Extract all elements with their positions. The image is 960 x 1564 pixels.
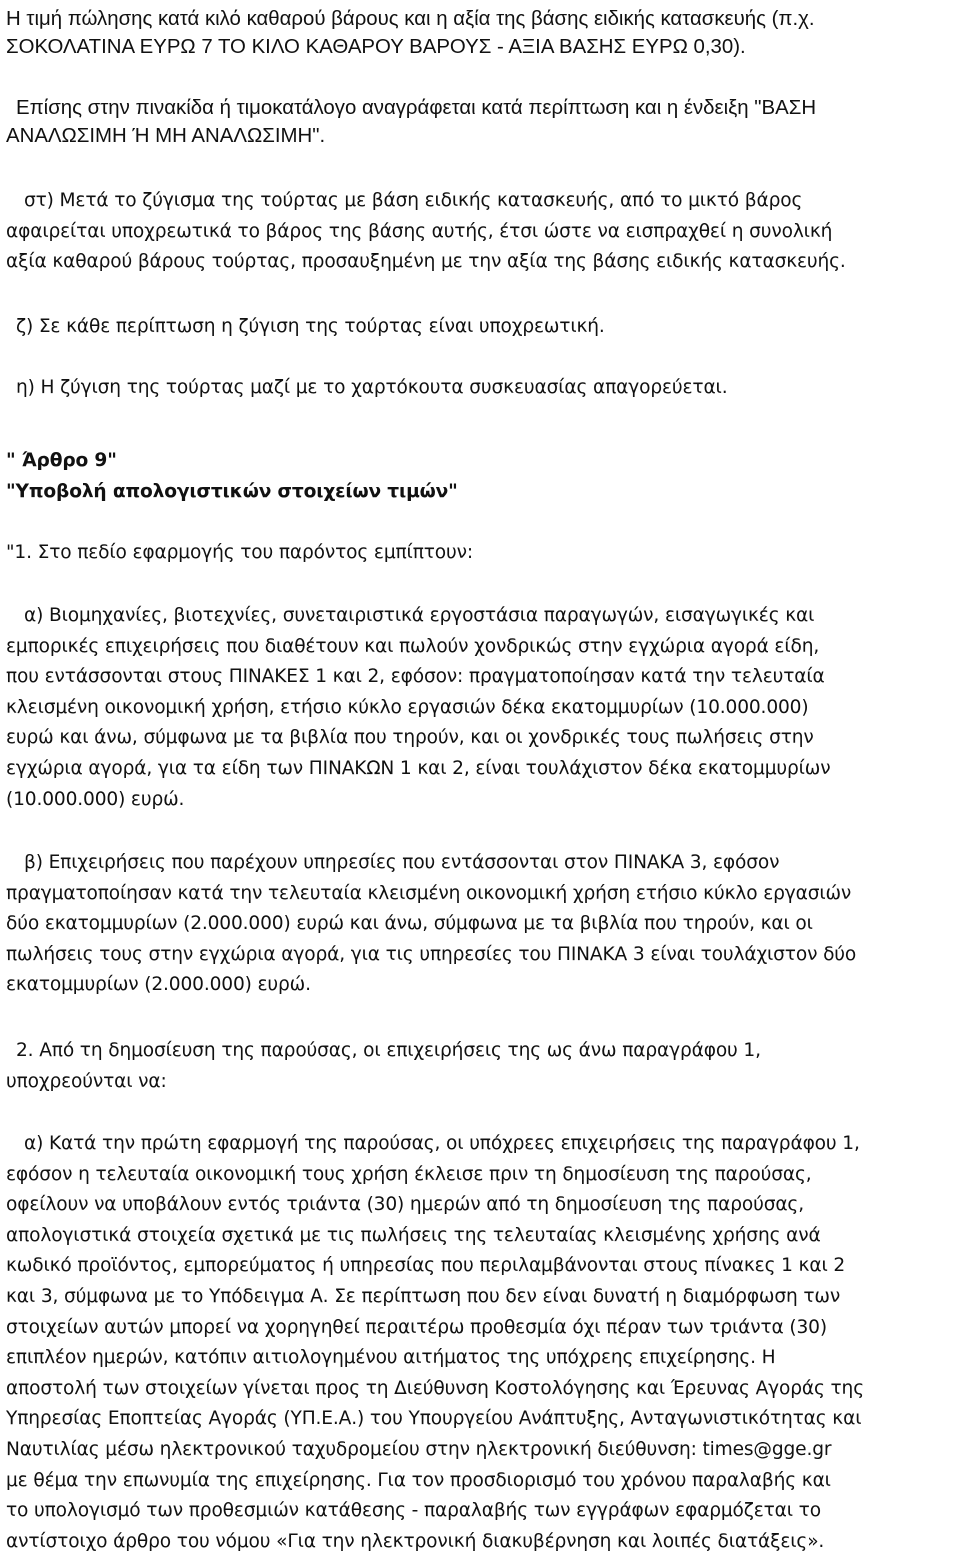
text-line: α) Βιομηχανίες, βιοτεχνίες, συνεταιριστικά εργοστάσια παραγωγών, εισαγωγικές και — [24, 605, 815, 626]
text-line: το υπολογισμό των προθεσμιών κατάθεσης - παραλαβής των εγγράφων εφαρμόζεται το — [6, 1500, 821, 1522]
text-line: 2. Από τη δημοσίευση της παρούσας, οι επιχειρήσεις της ως άνω παραγράφου 1, — [16, 1040, 761, 1061]
text-line: αποστολή των στοιχείων γίνεται προς τη Διεύθυνση Κοστολόγησης και Έρευνας Αγοράς της — [6, 1377, 864, 1399]
text-line: και 3, σύμφωνα με το Υπόδειγμα Α. Σε περίπτωση που δεν είναι δυνατή η διαμόρφωση των — [6, 1285, 841, 1307]
text-line: υποχρεούνται να: — [6, 1070, 167, 1092]
text-line: εκατομμυρίων (2.000.000) ευρώ. — [6, 974, 311, 996]
text-line: α) Κατά την πρώτη εφαρμογή της παρούσας, οι υπόχρεες επιχειρήσεις της παραγράφου 1, — [24, 1133, 860, 1154]
text-line: αντίστοιχο άρθρο του νόμου «Για την ηλεκτρονική διακυβέρνηση και λοιπές διατάξεις». — [6, 1530, 825, 1552]
text-line: εγχώρια αγορά, για τα είδη των ΠΙΝΑΚΩΝ 1 και 2, είναι τουλάχιστον δέκα εκατομμυρίων — [6, 757, 831, 779]
text-line: "1. Στο πεδίο εφαρμογής του παρόντος εμπίπτουν: — [6, 542, 473, 563]
paragraph-eta — [6, 373, 952, 404]
text-line: κωδικό προϊόντος, εμπορεύματος ή υπηρεσίας που περιλαμβάνονται στους πίνακες 1 και 2 — [6, 1255, 846, 1277]
text-line: αξία καθαρού βάρους τούρτας, προσαυξημένη με την αξία της βάσης ειδικής κατασκευής. — [6, 251, 846, 273]
text-line: β) Επιχειρήσεις που παρέχουν υπηρεσίες που εντάσσονται στον ΠΙΝΑΚΑ 3, εφόσον — [24, 852, 780, 873]
paragraph-1 — [6, 538, 952, 569]
text-line: ζ) Σε κάθε περίπτωση η ζύγιση της τούρτας είναι υποχρεωτική. — [16, 316, 605, 337]
text-line: (10.000.000) ευρώ. — [6, 788, 185, 810]
text-line: αφαιρείται υποχρεωτικά το βάρος της βάσης αυτής, έτσι ώστε να εισπραχθεί η συνολική — [6, 220, 833, 242]
text-line: Επίσης στην πινακίδα ή τιμοκατάλογο αναγράφεται κατά περίπτωση και η ένδειξη "ΒΑΣΗ — [16, 97, 817, 119]
text-line: κλεισμένη οικονομική χρήση, ετήσιο κύκλο εργασιών δέκα εκατομμυρίων (10.000.000) — [6, 696, 809, 718]
paragraph-z — [6, 312, 952, 343]
text-line: πωλήσεις τους στην εγχώρια αγορά, για τις υπηρεσίες του ΠΙΝΑΚΑ 3 είναι τουλάχιστον δύο — [6, 943, 857, 965]
text-line: Ναυτιλίας μέσω ηλεκτρονικού ταχυδρομείου στην ηλεκτρονική διεύθυνση: times@gge.gr — [6, 1438, 832, 1460]
paragraph-1b — [6, 848, 952, 1001]
text-line: στ) Μετά το ζύγισμα της τούρτας με βάση ειδικής κατασκευής, από το μικτό βάρος — [24, 190, 803, 211]
paragraph-2a — [6, 1129, 952, 1557]
paragraph-base-consumable — [6, 94, 952, 150]
text-line: η) Η ζύγιση της τούρτας μαζί με το χαρτόκουτα συσκευασίας απαγορεύεται. — [16, 377, 728, 398]
paragraph-price-label — [6, 5, 952, 61]
text-line: απολογιστικά στοιχεία σχετικά με τις πωλήσεις της τελευταίας κλεισμένης χρήσης ανά — [6, 1224, 821, 1246]
text-line: που εντάσσονται στους ΠΙΝΑΚΕΣ 1 και 2, εφόσον: πραγματοποίησαν κατά την τελευταία — [6, 666, 825, 688]
text-line: ΣΟΚΟΛΑΤΙΝΑ ΕΥΡΩ 7 ΤΟ ΚΙΛΟ ΚΑΘΑΡΟΥ ΒΑΡΟΥΣ - ΑΞΙΑ ΒΑΣΗΣ ΕΥΡΩ 0,30). — [6, 36, 746, 58]
article-title: "Υποβολή απολογιστικών στοιχείων τιμών" — [6, 480, 458, 502]
text-line: εμπορικές επιχειρήσεις που διαθέτουν και πωλούν χονδρικώς στην εγχώρια αγορά είδη, — [6, 635, 820, 657]
paragraph-2 — [6, 1036, 952, 1097]
article-number: " Άρθρο 9" — [6, 450, 117, 471]
text-line: ΑΝΑΛΩΣΙΜΗ Ή ΜΗ ΑΝΑΛΩΣΙΜΗ". — [6, 125, 326, 147]
text-line: ευρώ και άνω, σύμφωνα με τα βιβλία που τηρούν, και οι χονδρικές τους πωλήσεις στην — [6, 727, 814, 749]
text-line: δύο εκατομμυρίων (2.000.000) ευρώ και άνω, σύμφωνα με τα βιβλία που τηρούν, και οι — [6, 913, 813, 935]
text-line: πραγματοποίησαν κατά την τελευταία κλεισμένη οικονομική χρήση ετήσιο κύκλο εργασιών — [6, 882, 852, 904]
text-line: εφόσον η τελευταία οικονομική τους χρήση έκλεισε πριν τη δημοσίευση της παρούσας, — [6, 1163, 812, 1185]
text-line: στοιχείων αυτών μπορεί να χορηγηθεί περαιτέρω προθεσμία όχι πέραν των τριάντα (30) — [6, 1316, 827, 1338]
text-line: Η τιμή πώλησης κατά κιλό καθαρού βάρους και η αξία της βάσης ειδικής κατασκευής (π.χ. — [6, 8, 815, 30]
text-line: Υπηρεσίας Εποπτείας Αγοράς (ΥΠ.Ε.Α.) του Υπουργείου Ανάπτυξης, Ανταγωνιστικότητας και — [6, 1408, 862, 1430]
text-line: επιπλέον ημερών, κατόπιν αιτιολογημένου αιτήματος της υπόχρεης επιχείρησης. Η — [6, 1347, 776, 1369]
text-line: οφείλουν να υποβάλουν εντός τριάντα (30) ημερών από τη δημοσίευση της παρούσας, — [6, 1194, 804, 1216]
paragraph-1a — [6, 601, 952, 815]
paragraph-st — [6, 186, 952, 278]
article-heading — [6, 446, 952, 507]
text-line: με θέμα την επωνυμία της επιχείρησης. Για τον προσδιορισμό του χρόνου παραλαβής και — [6, 1469, 831, 1491]
